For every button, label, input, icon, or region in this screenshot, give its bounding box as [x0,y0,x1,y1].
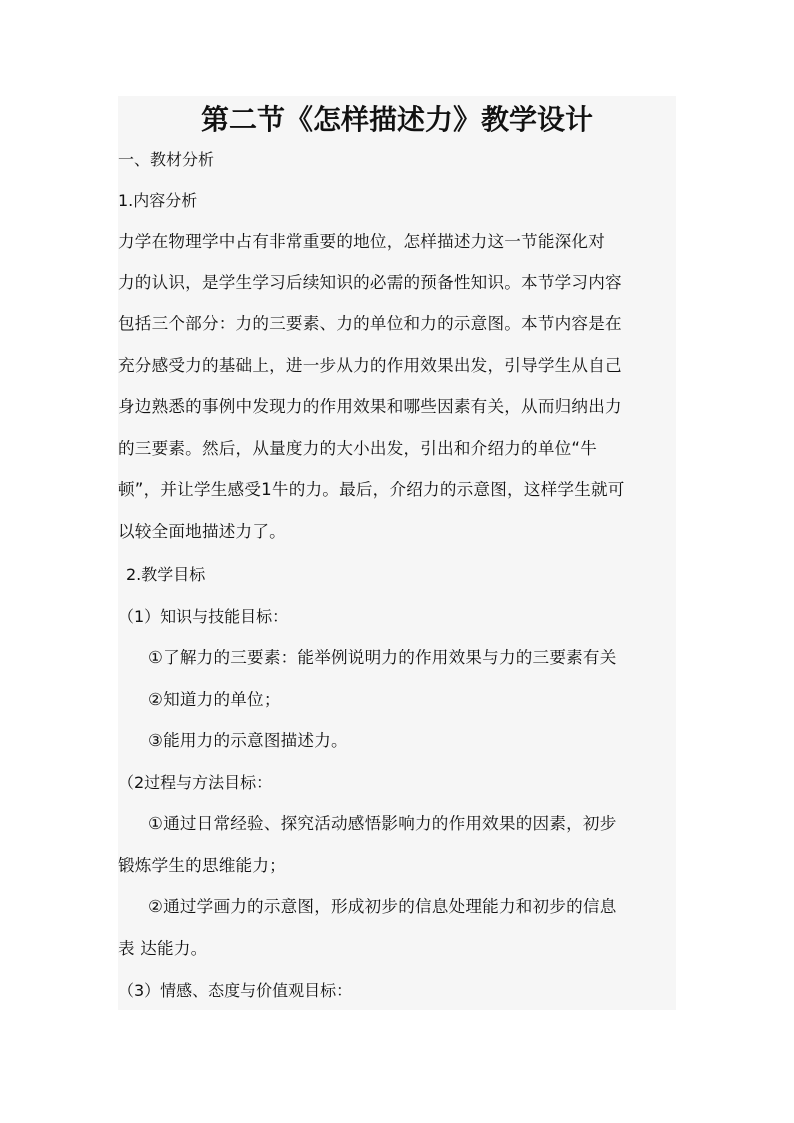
paragraph-line: 顿”，并让学生感受1牛的力。最后，介绍力的示意图，这样学生就可 [118,480,625,499]
goal-item: ①通过日常经验、探究活动感悟影响力的作用效果的因素，初步 [148,814,617,833]
goal-heading-process-methods: （2过程与方法目标： [118,773,273,792]
paragraph-line: 的三要素。然后，从量度力的大小出发，引出和介绍力的单位“牛 [118,439,598,458]
paragraph-line: 包括三个部分：力的三要素、力的单位和力的示意图。本节内容是在 [118,314,622,333]
document-title: 第二节《怎样描述力》教学设计 [200,103,593,136]
goal-item: ②通过学画力的示意图，形成初步的信息处理能力和初步的信息 [148,897,617,916]
paragraph-line: 身边熟悉的事例中发现力的作用效果和哪些因素有关，从而归纳出力 [118,397,622,416]
goal-item: ③能用力的示意图描述力。 [148,731,348,750]
paragraph-line: 力的认识，是学生学习后续知识的必需的预备性知识。本节学习内容 [118,273,622,292]
paragraph-line: 以较全面地描述力了。 [118,522,286,541]
section-heading-textbook-analysis: 一、教材分析 [118,150,215,169]
subsection-heading-content-analysis: 1.内容分析 [118,191,198,210]
goal-item: ①了解力的三要素：能举例说明力的作用效果与力的三要素有关 [148,648,617,667]
goal-heading-emotion-attitude-values: （3）情感、态度与价值观目标： [118,981,353,1000]
goal-item-continuation: 表 达能力。 [118,939,208,958]
goal-item: ②知道力的单位； [148,690,281,709]
subsection-heading-teaching-goals: 2.教学目标 [126,565,206,584]
goal-heading-knowledge-skills: （1）知识与技能目标： [118,607,289,626]
paragraph-line: 充分感受力的基础上，进一步从力的作用效果出发，引导学生从自己 [118,356,622,375]
paragraph-line: 力学在物理学中占有非常重要的地位，怎样描述力这一节能深化对 [118,232,606,251]
goal-item-continuation: 锻炼学生的思维能力； [118,856,286,875]
